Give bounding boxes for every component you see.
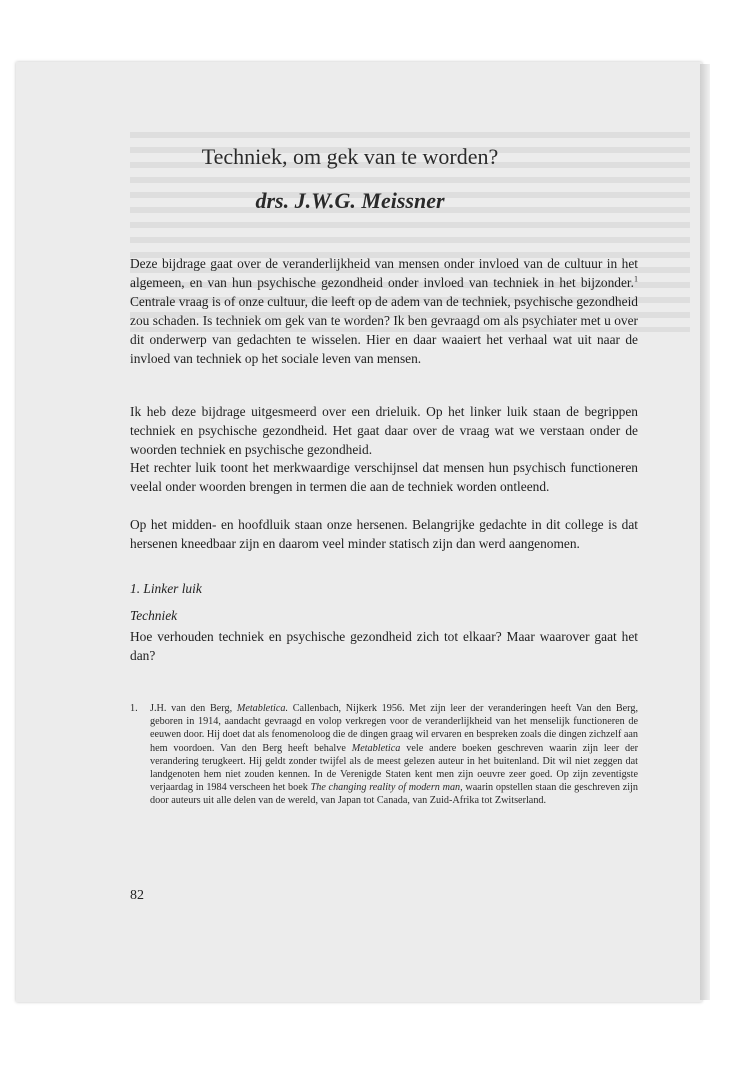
footnote-text-3: vele andere boeken geschreven waarin zijn leer der verandering terugkeert. Hij geldt zonder twijfel als de meest gelezen auteur in het buitenland. Dit wil niet zeggen dat landgenoten hem niet zouden kennen. In de Verenigde Staten kent men zijn oeuvre zeer goed. Op zijn zeventigste verjaardag in 1984 verscheen het boek bbox=[150, 742, 638, 794]
section-heading: 1. Linker luik bbox=[130, 581, 202, 596]
subsection-heading: Techniek bbox=[130, 608, 178, 623]
paragraph-rechter-luik: Het rechter luik toont het merkwaardige verschijnsel dat mensen hun psychisch functioneren veelal onder woorden brengen in termen die aan de techniek worden ontleend. bbox=[130, 460, 638, 494]
paragraph-intro-text-a: Deze bijdrage gaat over de veranderlijkheid van mensen onder invloed van de cultuur in het algemeen, en van hun psychische gezondheid onder invloed van techniek in het bijzonder. bbox=[130, 256, 638, 290]
footnote-title-changing-reality: The changing reality of modern man, bbox=[310, 782, 463, 794]
paragraph-midden-luik: Op het midden- en hoofdluik staan onze hersenen. Belangrijke gedachte in dit college is dat hersenen kneedbaar zijn en daarom veel minder statisch zijn dan werd aangenomen. bbox=[130, 517, 638, 551]
page-edge bbox=[700, 64, 710, 1000]
article-author: drs. J.W.G. Meissner bbox=[255, 188, 445, 213]
footnote-number: 1. bbox=[130, 703, 138, 714]
footnote-body bbox=[150, 702, 638, 808]
book-page bbox=[16, 62, 702, 1002]
footnote-title-metabletica: Metabletica. bbox=[236, 703, 289, 714]
footnote bbox=[130, 702, 638, 808]
footnote-text-1: J.H. van den Berg, bbox=[150, 703, 237, 714]
article-title: Techniek, om gek van te worden? bbox=[201, 144, 499, 169]
paragraph-intro-text-b: Centrale vraag is of onze cultuur, die leeft op de adem van de techniek, psychische gezondheid zou schaden. Is techniek om gek van te worden? Ik ben gevraagd om als psychiater met u over dit onderwerp van gedachten te wisselen. Hier en daar waaiert het verhaal wat uit naar de invloed van techniek op het sociale leven van mensen. bbox=[130, 294, 638, 366]
footnote-marker: 1 bbox=[634, 274, 638, 284]
footnote-title-metabletica-2: Metabletica bbox=[351, 742, 401, 754]
paragraph-drieluik: Ik heb deze bijdrage uitgesmeerd over een drieluik. Op het linker luik staan de begrippen techniek en psychische gezondheid. Het gaat daar over de vraag wat we verstaan onder de woorden techniek en psychische gezondheid. bbox=[130, 404, 638, 457]
paragraph-intro bbox=[130, 254, 638, 368]
footnote-text-2: Callenbach, Nijkerk 1956. Met zijn leer der veranderingen heeft Van den Berg, geboren in 1914, aandacht gevraagd en volop verkregen voor de veranderlijkheid van het menselijk functioneren de eeuwen door. Hij doet dat als fenomenoloog die de dingen graag wil ervaren en bespreken zoals die dingen zichzelf aan hem voordoen. Van den Berg heeft behalve bbox=[150, 703, 639, 754]
page-number: 82 bbox=[130, 888, 144, 903]
paragraph-techniek: Hoe verhouden techniek en psychische gezondheid zich tot elkaar? Maar waarover gaat het dan? bbox=[130, 629, 638, 663]
footnote-text-4: waarin opstellen staan die geschreven zijn door auteurs uit alle delen van de wereld, van Japan tot Canada, van Zuid-Afrika tot Zwitserland. bbox=[150, 782, 638, 807]
